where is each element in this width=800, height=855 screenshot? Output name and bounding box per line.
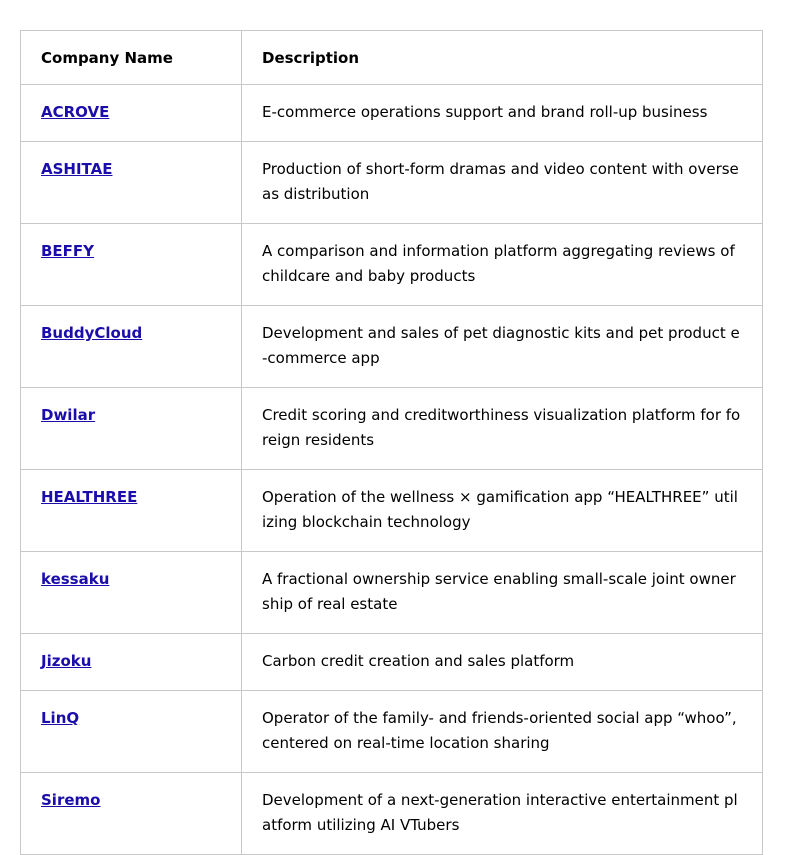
table-row xyxy=(21,142,763,224)
company-name-cell xyxy=(21,691,242,773)
company-name-cell xyxy=(21,306,242,388)
company-link[interactable]: HEALTHREE xyxy=(41,488,138,506)
company-name-cell xyxy=(21,773,242,855)
table-row xyxy=(21,552,763,634)
table-row xyxy=(21,388,763,470)
table-header-row xyxy=(21,31,763,85)
company-description: Carbon credit creation and sales platform xyxy=(242,634,763,691)
company-link[interactable]: BuddyCloud xyxy=(41,324,143,342)
company-description: Credit scoring and creditworthiness visualization platform for foreign residents xyxy=(242,388,763,470)
table-row xyxy=(21,470,763,552)
column-header-company-name: Company Name xyxy=(21,31,242,85)
company-description: A comparison and information platform aggregating reviews of childcare and baby products xyxy=(242,224,763,306)
table-row xyxy=(21,634,763,691)
company-link[interactable]: ASHITAE xyxy=(41,160,113,178)
company-name-cell xyxy=(21,388,242,470)
company-description: E-commerce operations support and brand roll-up business xyxy=(242,85,763,142)
company-name-cell xyxy=(21,552,242,634)
company-description: Production of short-form dramas and video content with overseas distribution xyxy=(242,142,763,224)
company-link[interactable]: Jizoku xyxy=(41,652,92,670)
company-name-cell xyxy=(21,85,242,142)
table-row xyxy=(21,224,763,306)
table-row xyxy=(21,691,763,773)
company-link[interactable]: kessaku xyxy=(41,570,110,588)
column-header-description: Description xyxy=(242,31,763,85)
company-name-cell xyxy=(21,470,242,552)
company-description: Operator of the family- and friends-oriented social app “whoo”, centered on real-time location sharing xyxy=(242,691,763,773)
company-link[interactable]: Siremo xyxy=(41,791,101,809)
company-link[interactable]: LinQ xyxy=(41,709,80,727)
company-name-cell xyxy=(21,142,242,224)
company-table-container xyxy=(20,30,762,855)
company-description: Development of a next-generation interactive entertainment platform utilizing AI VTubers xyxy=(242,773,763,855)
company-table xyxy=(20,30,763,855)
company-link[interactable]: BEFFY xyxy=(41,242,95,260)
company-description: Operation of the wellness × gamification app “HEALTHREE” utilizing blockchain technology xyxy=(242,470,763,552)
company-description: A fractional ownership service enabling small-scale joint ownership of real estate xyxy=(242,552,763,634)
table-row xyxy=(21,306,763,388)
company-link[interactable]: ACROVE xyxy=(41,103,110,121)
table-row xyxy=(21,773,763,855)
table-row xyxy=(21,85,763,142)
company-description: Development and sales of pet diagnostic kits and pet product e-commerce app xyxy=(242,306,763,388)
company-name-cell xyxy=(21,224,242,306)
company-link[interactable]: Dwilar xyxy=(41,406,96,424)
company-name-cell xyxy=(21,634,242,691)
